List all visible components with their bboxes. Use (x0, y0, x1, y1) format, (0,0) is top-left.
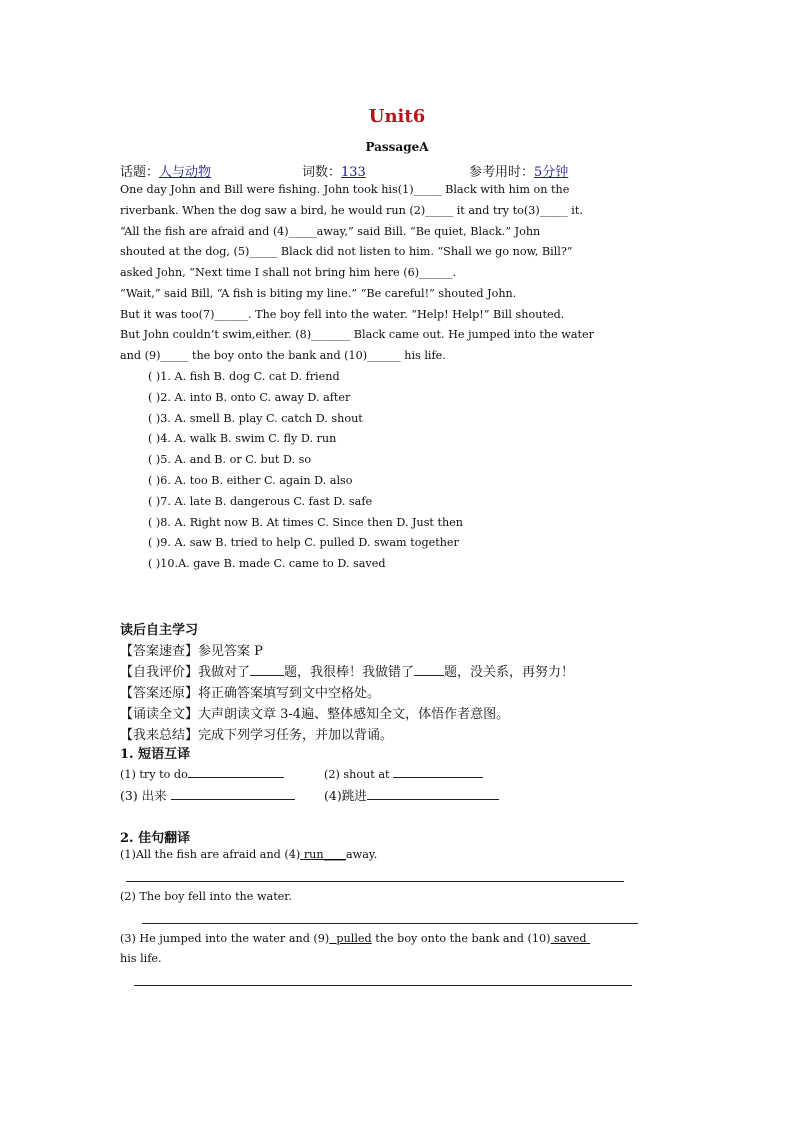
sentence-3-answer-1: pulled (336, 932, 372, 945)
sentence-3-answer-2: saved (554, 932, 587, 945)
read-aloud (120, 703, 509, 722)
time-meta (469, 161, 568, 180)
self-study-heading: 读后自主学习 (120, 623, 199, 638)
summary-text: 完成下列学习任务，并加以背诵。 (198, 728, 394, 743)
phrase-3-blank[interactable] (171, 787, 295, 800)
answer-restore-tag: 【答案还原】 (120, 686, 199, 701)
passage-line: riverbank. When the dog saw a bird, he would run (2)_____ it and try to(3)_____ it. (120, 204, 583, 217)
answer-check (120, 640, 263, 659)
self-eval-text-a: 我做对了 (198, 665, 251, 680)
answer-check-text: 参见答案 P (198, 644, 263, 659)
option-8: ( )8. A. Right now B. At times C. Since then D. Just then (148, 516, 464, 529)
sentence-3 (120, 932, 590, 945)
topic-label: 话题： (120, 165, 160, 180)
option-9: ( )9. A. saw B. tried to help C. pulled D. swam together (148, 536, 459, 549)
phrase-3 (120, 786, 295, 804)
time-label: 参考用时： (469, 165, 535, 180)
option-10: ( )10.A. gave B. made C. came to D. saved (148, 557, 386, 570)
sentence-2: (2) The boy fell into the water. (120, 890, 292, 903)
sentence-1-answer: run____ (303, 848, 346, 861)
sentence-1 (120, 848, 377, 861)
option-7: ( )7. A. late B. dangerous C. fast D. safe (148, 495, 373, 508)
phrase-4-blank[interactable] (367, 787, 499, 800)
phrase-1 (120, 765, 284, 781)
passage-line: “Wait,” said Bill, “A fish is biting my line.” “Be careful!” shouted John. (120, 287, 517, 300)
passage-line: “All the fish are afraid and (4)_____away,” said Bill. “Be quiet, Black.” John (120, 225, 541, 238)
wrong-count-blank[interactable] (414, 663, 444, 676)
self-eval-text-b: 题，我很棒！我做错了 (284, 665, 415, 680)
passage-line: shouted at the dog, (5)_____ Black did not listen to him. “Shall we go now, Bill?” (120, 245, 573, 258)
sentence-3-text-b: the boy onto the bank and (10) (375, 932, 551, 945)
option-1: ( )1. A. fish B. dog C. cat D. friend (148, 370, 340, 383)
phrase-heading: 1. 短语互译 (120, 747, 191, 762)
read-aloud-tag: 【诵读全文】 (120, 707, 199, 722)
option-4: ( )4. A. walk B. swim C. fly D. run (148, 432, 337, 445)
passage-line: and (9)_____ the boy onto the bank and (10)______ his life. (120, 349, 446, 362)
word-count-meta (302, 161, 366, 180)
phrase-4 (324, 786, 499, 804)
self-eval-tag: 【自我评价】 (120, 665, 199, 680)
correct-count-blank[interactable] (250, 663, 284, 676)
sentence-3-text-a: (3) He jumped into the water and (9) (120, 932, 330, 945)
word-count-value: 133 (341, 165, 366, 180)
answer-check-tag: 【答案速查】 (120, 644, 199, 659)
sentence-3-answer-line[interactable] (134, 985, 632, 986)
summary (120, 724, 393, 743)
passage-line: But it was too(7)______. The boy fell into the water. “Help! Help!” Bill shouted. (120, 308, 565, 321)
answer-restore (120, 682, 380, 701)
option-5: ( )5. A. and B. or C. but D. so (148, 453, 312, 466)
answer-restore-text: 将正确答案填写到文中空格处。 (198, 686, 381, 701)
sentence-1-answer-line[interactable] (126, 881, 624, 882)
sentence-heading: 2. 佳句翻译 (120, 831, 191, 846)
option-3: ( )3. A. smell B. play C. catch D. shout (148, 412, 363, 425)
word-count-label: 词数： (302, 165, 342, 180)
phrase-2 (324, 765, 483, 781)
sentence-1-text-a: (1)All the fish are afraid and (4) (120, 848, 301, 861)
unit-title: Unit6 (368, 106, 426, 127)
sentence-3-continued: his life. (120, 952, 162, 965)
phrase-4-text: (4)跳进 (324, 788, 367, 803)
summary-tag: 【我来总结】 (120, 728, 199, 743)
phrase-2-blank[interactable] (393, 765, 483, 778)
topic-value: 人与动物 (159, 165, 212, 180)
passage-line: One day John and Bill were fishing. John took his(1)_____ Black with him on the (120, 183, 570, 196)
passage-line: But John couldn’t swim,either. (8)_______ Black came out. He jumped into the water (120, 328, 595, 341)
sentence-2-answer-line[interactable] (142, 923, 638, 924)
phrase-1-text: (1) try to do (120, 768, 188, 781)
phrase-1-blank[interactable] (188, 765, 284, 778)
phrase-2-text: (2) shout at (324, 768, 390, 781)
passage-label: PassageA (365, 140, 429, 154)
phrase-3-text: (3) 出来 (120, 788, 167, 803)
sentence-1-text-b: away. (345, 848, 378, 861)
self-eval-text-c: 题，没关系，再努力！ (444, 665, 575, 680)
option-2: ( )2. A. into B. onto C. away D. after (148, 391, 351, 404)
read-aloud-text: 大声朗读文章 3-4遍、整体感知全文，体悟作者意图。 (198, 707, 510, 722)
time-value: 5分钟 (534, 165, 569, 180)
topic-meta (120, 161, 211, 180)
passage-body (120, 180, 676, 370)
option-6: ( )6. A. too B. either C. again D. also (148, 474, 353, 487)
self-evaluation (120, 661, 574, 680)
passage-line: asked John, “Next time I shall not bring him here (6)______. (120, 266, 457, 279)
